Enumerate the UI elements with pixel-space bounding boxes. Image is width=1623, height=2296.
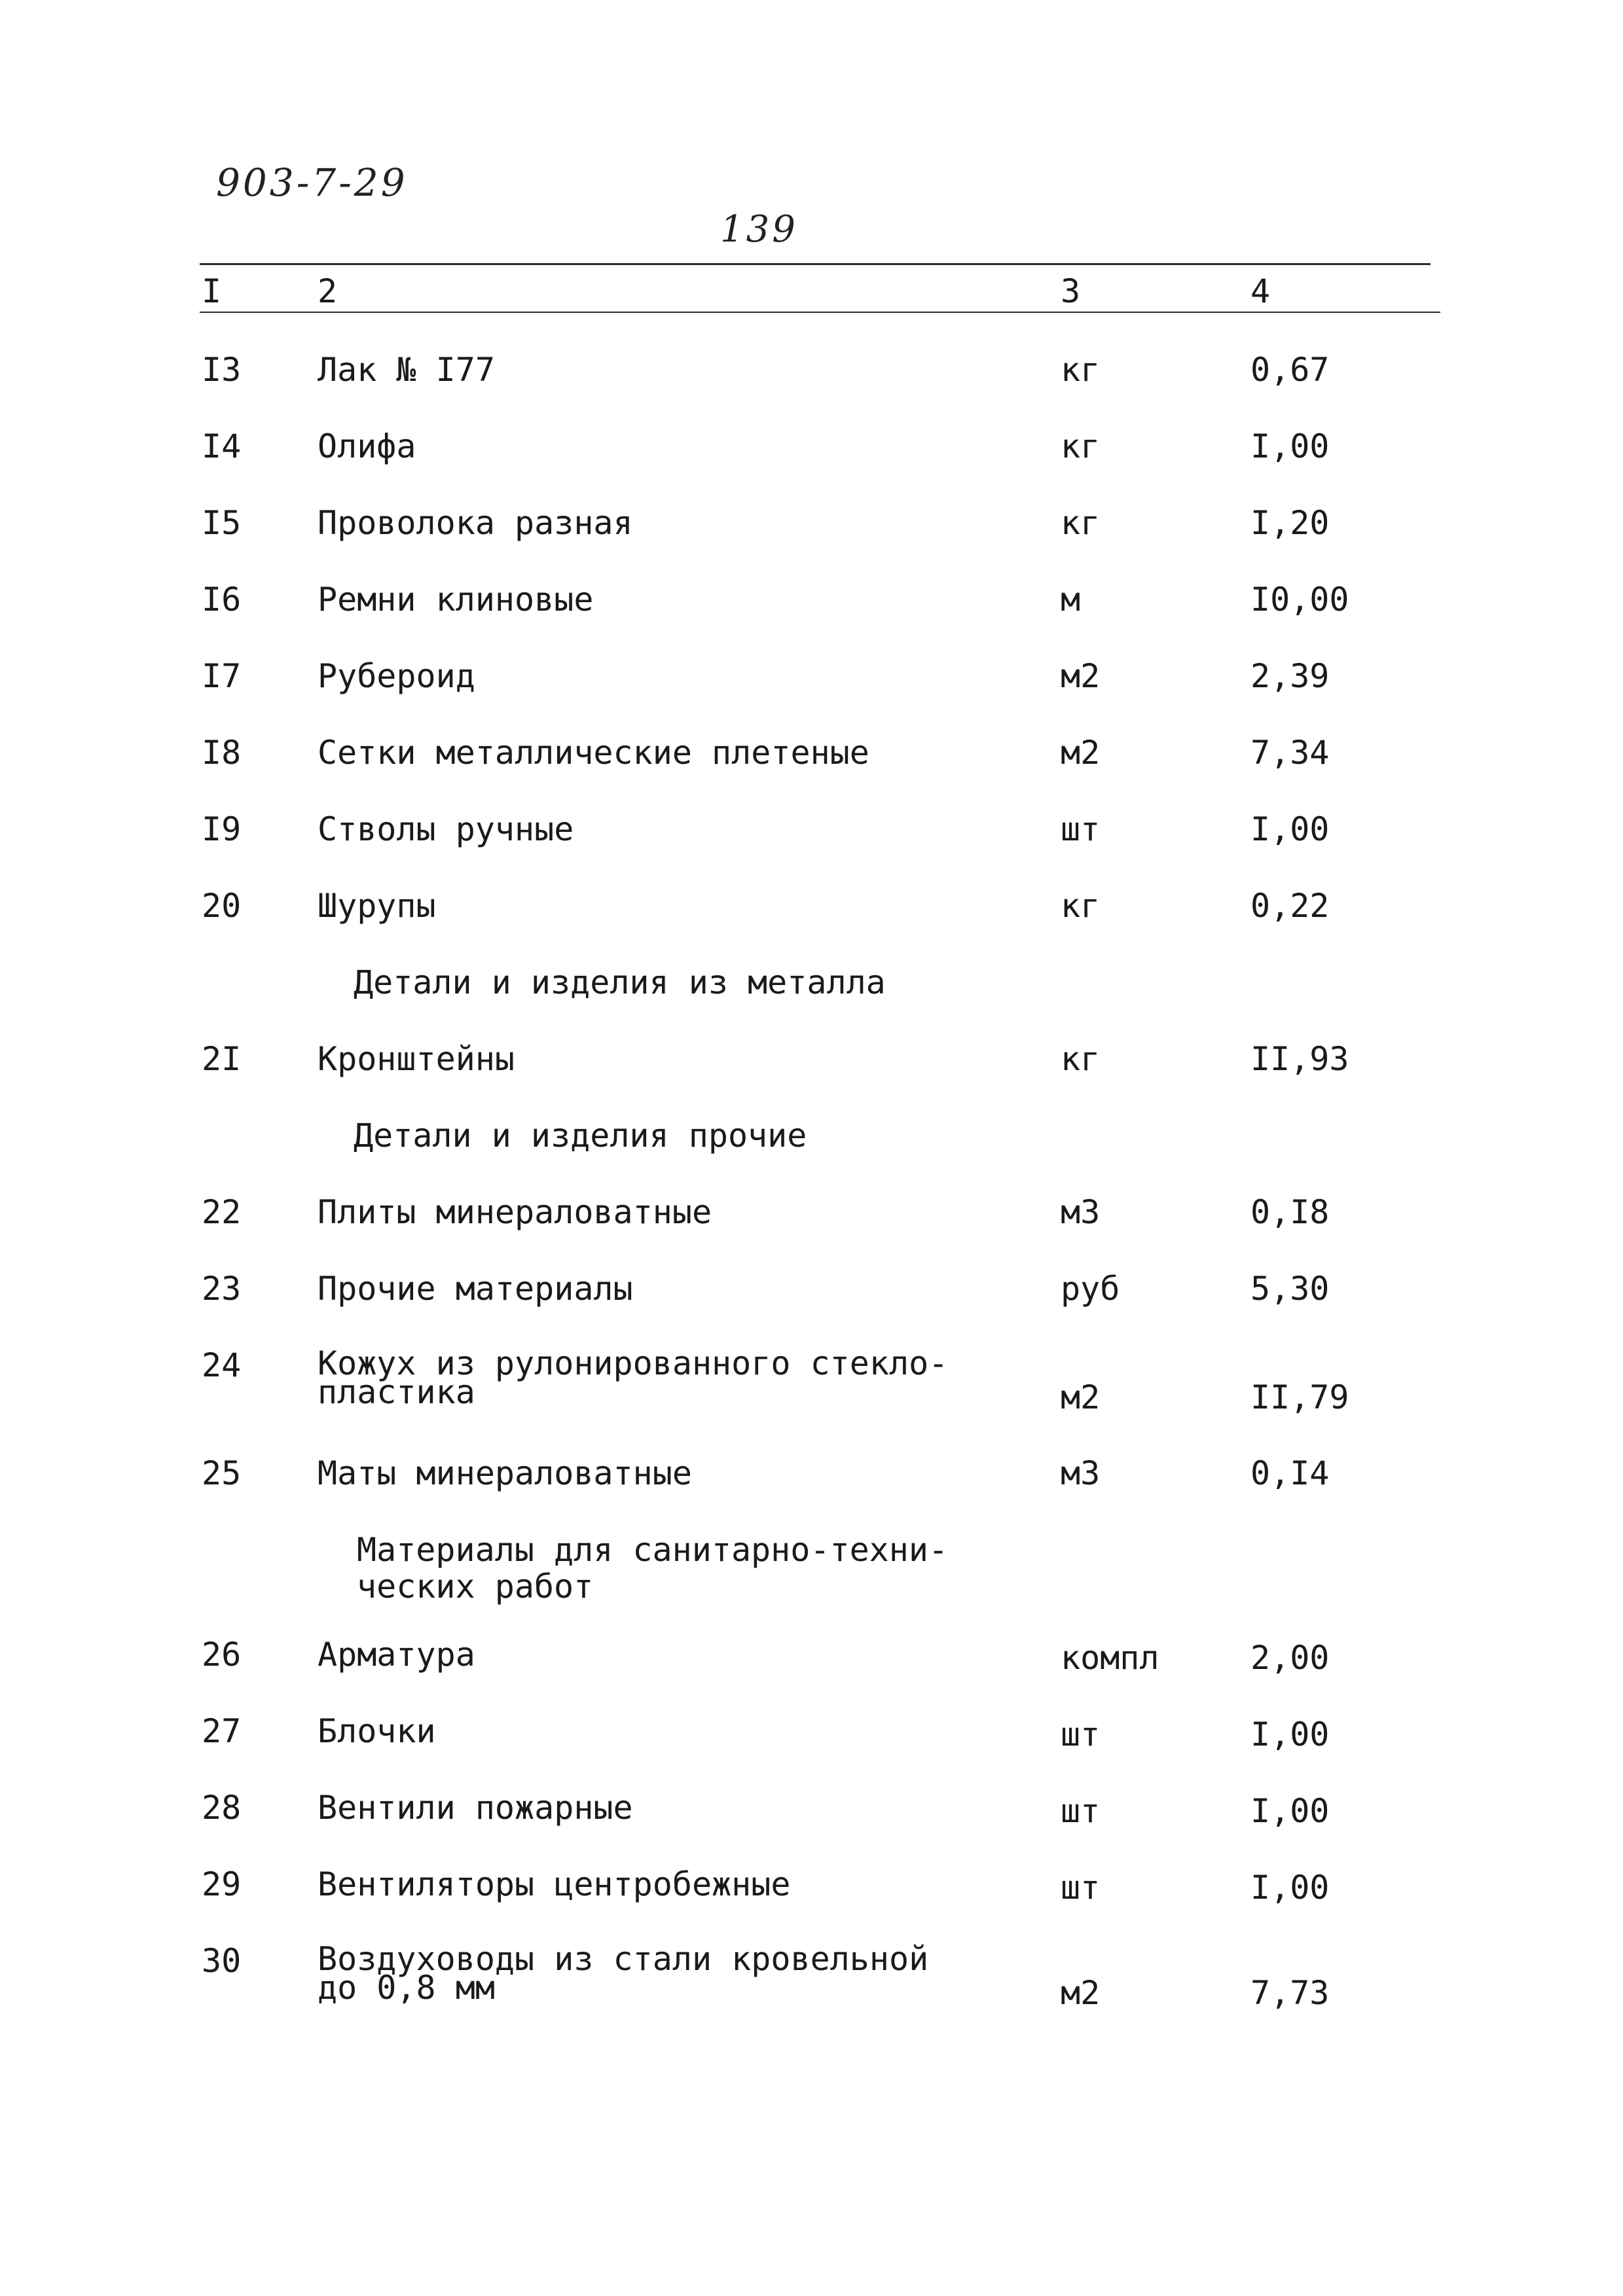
- row-quantity: II,93: [1250, 1040, 1349, 1078]
- row-unit: м: [1061, 581, 1081, 619]
- row-name: Стволы ручные: [318, 810, 574, 848]
- row-quantity: 0,22: [1250, 887, 1330, 925]
- row-unit: кг: [1061, 427, 1101, 465]
- row-number: 20: [202, 887, 242, 925]
- row-number: 2I: [202, 1040, 242, 1078]
- row-name: Маты минераловатные: [318, 1454, 692, 1492]
- row-unit: шт: [1061, 1715, 1101, 1753]
- row-number: 26: [202, 1636, 242, 1674]
- row-name: Олифа: [318, 427, 416, 465]
- row-number: 23: [202, 1270, 242, 1308]
- row-unit: кг: [1061, 504, 1101, 542]
- row-number: 24: [202, 1346, 242, 1384]
- section-heading-metal: Детали и изделия из металла: [354, 963, 886, 1001]
- row-name: Блочки: [318, 1712, 436, 1750]
- row-quantity: 2,39: [1250, 657, 1330, 695]
- document-code: 903-7-29: [216, 160, 408, 205]
- row-quantity: I,00: [1250, 1792, 1330, 1830]
- row-quantity: 0,I8: [1250, 1193, 1330, 1231]
- row-quantity: I0,00: [1250, 581, 1349, 619]
- row-number: 29: [202, 1865, 242, 1903]
- row-unit: м3: [1061, 1193, 1101, 1231]
- row-number: I3: [202, 351, 242, 389]
- row-name: Лак № I77: [318, 351, 495, 389]
- row-unit: м3: [1061, 1454, 1101, 1492]
- row-quantity: I,00: [1250, 1715, 1330, 1753]
- column-header-2: 2: [318, 272, 338, 310]
- row-quantity: 5,30: [1250, 1270, 1330, 1308]
- row-number: I9: [202, 810, 242, 848]
- row-quantity: II,79: [1250, 1378, 1349, 1416]
- row-unit: м2: [1061, 1378, 1101, 1416]
- row-quantity: I,00: [1250, 810, 1330, 848]
- row-unit: шт: [1061, 1869, 1101, 1907]
- row-number: I5: [202, 504, 242, 542]
- row-number: I8: [202, 734, 242, 772]
- row-name: Прочие материалы: [318, 1270, 633, 1308]
- table-top-rule: [200, 263, 1431, 265]
- row-number: 27: [202, 1712, 242, 1750]
- row-name: Сетки металлические плетеные: [318, 734, 869, 772]
- row-unit: м2: [1061, 734, 1101, 772]
- row-number: 25: [202, 1454, 242, 1492]
- row-number: I4: [202, 427, 242, 465]
- row-unit: кг: [1061, 351, 1101, 389]
- row-name: Кожух из рулонированного стекло-пластика: [318, 1344, 949, 1411]
- section-heading-sanitary: Материалы для санитарно-техни-ческих работ: [357, 1531, 949, 1605]
- row-quantity: 7,73: [1250, 1974, 1330, 2012]
- row-name: Проволока разная: [318, 504, 633, 542]
- row-unit: кг: [1061, 1040, 1101, 1078]
- row-name: Ремни клиновые: [318, 581, 594, 619]
- column-header-1: I: [202, 272, 222, 310]
- row-name: Плиты минераловатные: [318, 1193, 712, 1231]
- table-header-rule: [200, 312, 1440, 313]
- row-quantity: 0,I4: [1250, 1454, 1330, 1492]
- row-quantity: 0,67: [1250, 351, 1330, 389]
- row-number: I7: [202, 657, 242, 695]
- row-quantity: 2,00: [1250, 1639, 1330, 1677]
- row-unit: м2: [1061, 657, 1101, 695]
- row-name: Вентиляторы центробежные: [318, 1865, 791, 1903]
- row-name: Арматура: [318, 1636, 475, 1674]
- row-unit: шт: [1061, 810, 1101, 848]
- row-name: Рубероид: [318, 657, 475, 695]
- row-quantity: I,20: [1250, 504, 1330, 542]
- row-number: 30: [202, 1942, 242, 1980]
- row-name: Шурупы: [318, 887, 436, 925]
- row-quantity: I,00: [1250, 1869, 1330, 1907]
- row-unit: кг: [1061, 887, 1101, 925]
- row-name: Воздуховоды из стали кровельной до 0,8 мм: [318, 1940, 929, 2007]
- section-heading-other: Детали и изделия прочие: [354, 1117, 807, 1155]
- row-name: Вентили пожарные: [318, 1789, 633, 1827]
- row-unit: руб: [1061, 1270, 1120, 1308]
- row-quantity: I,00: [1250, 427, 1330, 465]
- row-name: Кронштейны: [318, 1040, 515, 1078]
- page-number: 139: [720, 208, 798, 251]
- row-unit: шт: [1061, 1792, 1101, 1830]
- row-number: 28: [202, 1789, 242, 1827]
- row-unit: м2: [1061, 1974, 1101, 2012]
- row-quantity: 7,34: [1250, 734, 1330, 772]
- row-number: I6: [202, 581, 242, 619]
- row-number: 22: [202, 1193, 242, 1231]
- column-header-3: 3: [1061, 272, 1081, 310]
- row-unit: компл: [1061, 1639, 1159, 1677]
- column-header-4: 4: [1250, 272, 1271, 310]
